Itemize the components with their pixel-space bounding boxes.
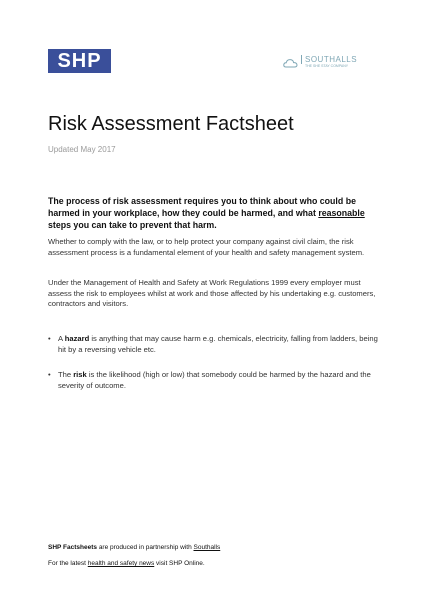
cloud-icon <box>283 58 298 69</box>
paragraph-compliance: Whether to comply with the law, or to help protect your company against civil claim, the risk assessment process is a fundamental element of your health and safety management system. <box>48 237 365 257</box>
hazard-definition: is anything that may cause harm e.g. chemicals, electricity, falling from ladders, being hit by a reversing vehicle etc. <box>58 334 378 354</box>
risk-term: risk <box>73 370 87 379</box>
definition-list <box>48 334 378 391</box>
updated-date: Updated May 2017 <box>48 145 116 154</box>
risk-prefix: The <box>58 370 74 379</box>
list-item-hazard <box>48 334 378 355</box>
footer-news-text: For the latest <box>48 560 88 567</box>
bullet-marker: • <box>48 370 51 379</box>
page-title: Risk Assessment Factsheet <box>48 113 294 135</box>
shp-logo: SHP <box>48 49 111 73</box>
southalls-wordmark: SOUTHALLS <box>301 55 357 64</box>
footer-partnership <box>48 544 220 551</box>
health-safety-news-link[interactable]: health and safety news <box>87 560 155 567</box>
hazard-prefix: A <box>58 334 65 343</box>
bullet-marker: • <box>48 334 51 343</box>
footer-news-after: visit SHP Online. <box>154 560 205 567</box>
intro-text-start: The process of risk assessment requires you to think about who could be harmed in your workplace, how they could be harmed, and what <box>48 196 356 218</box>
footer-partnership-text: are produced in partnership with <box>97 544 194 551</box>
intro-underlined-word: reasonable <box>318 208 365 218</box>
footer-news <box>48 560 205 567</box>
list-item-risk <box>48 370 378 391</box>
southalls-tagline: THE SHE STAY COMPANY <box>305 64 349 68</box>
southalls-link[interactable]: Southalls <box>193 544 221 551</box>
intro-text-end: steps you can take to prevent that harm. <box>48 220 217 230</box>
hazard-term: hazard <box>64 334 90 343</box>
paragraph-regulations: Under the Management of Health and Safety at Work Regulations 1999 every employer must assess the risk to employees whilst at work and those affected by his undertaking e.g. customers, contractors and visitors. <box>48 278 376 308</box>
risk-definition: is the likelihood (high or low) that somebody could be harmed by the hazard and the severity of outcome. <box>58 370 371 390</box>
intro-paragraph <box>48 195 378 231</box>
southalls-logo <box>283 55 379 71</box>
footer-brand: SHP Factsheets <box>48 544 98 551</box>
